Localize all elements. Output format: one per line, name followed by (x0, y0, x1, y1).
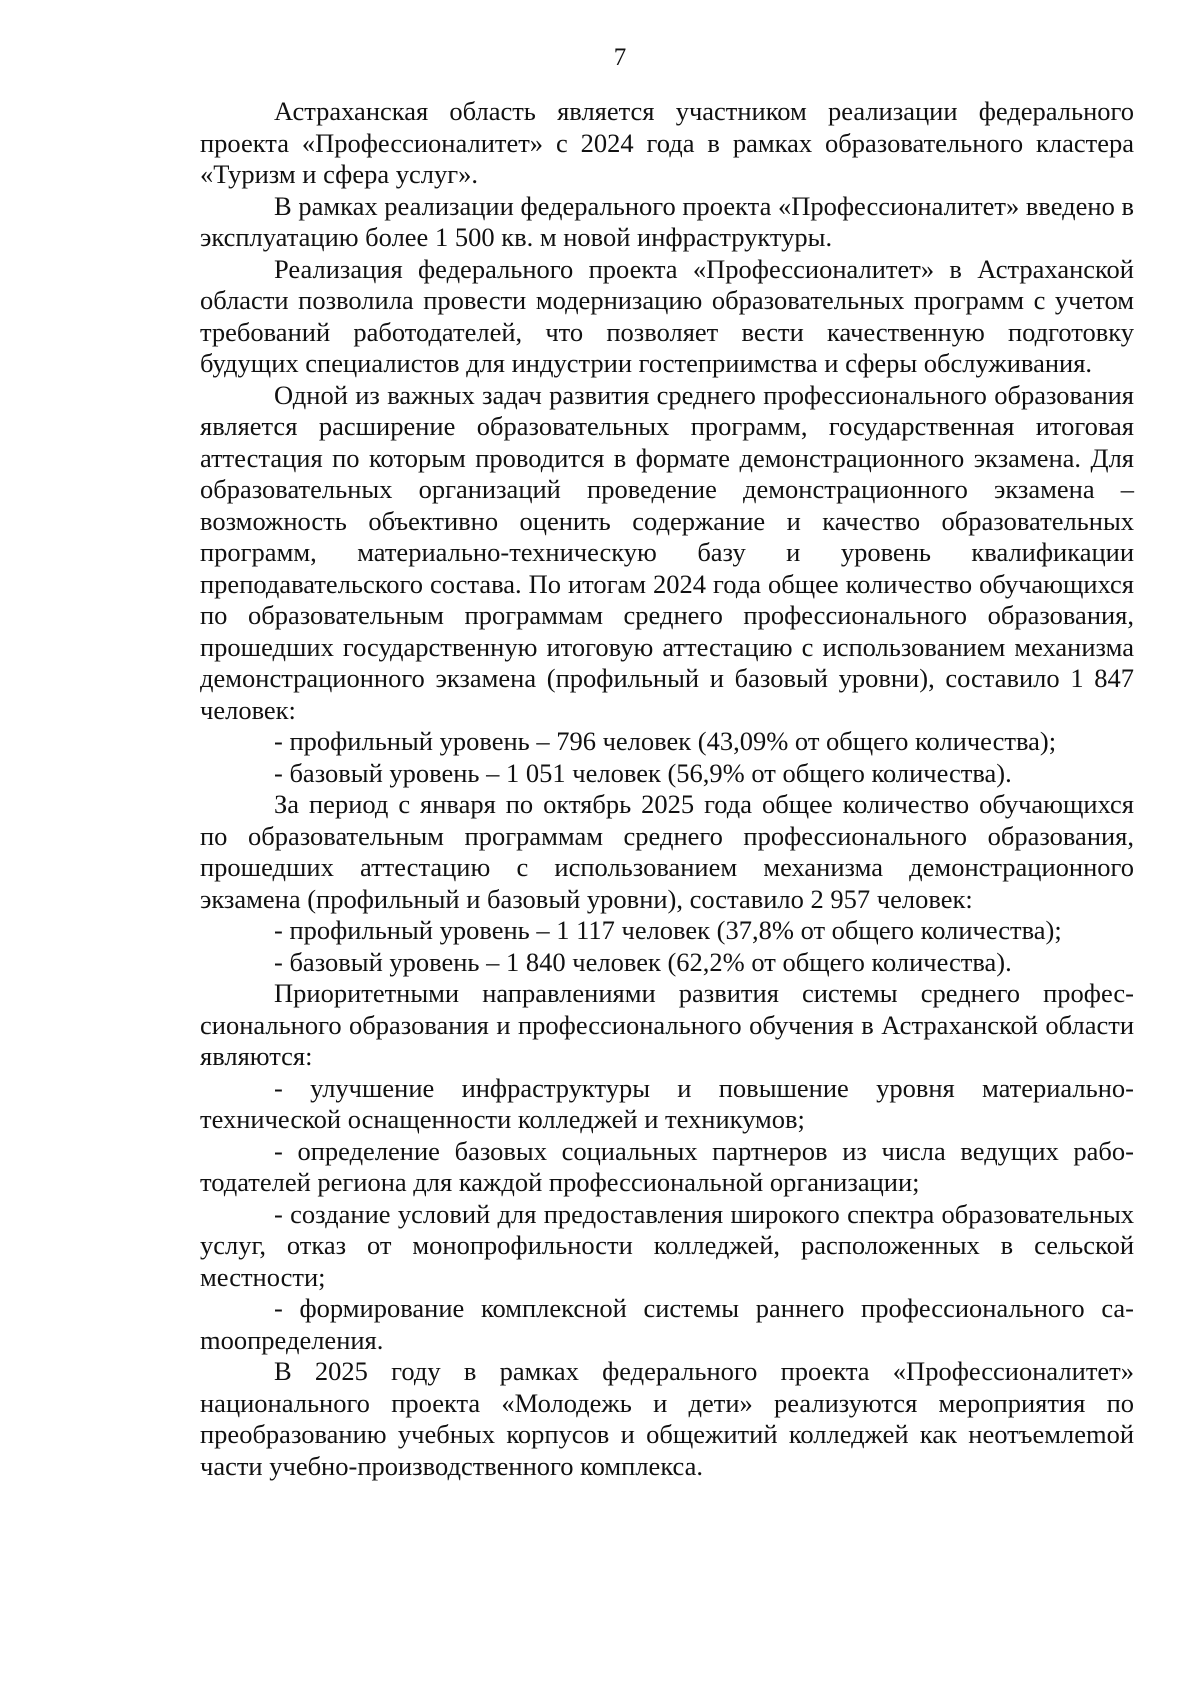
list-item-self-determination: - формирование комплексной системы раннего профессионального саmоопределения. (200, 1293, 1134, 1355)
page-number: 7 (613, 44, 627, 71)
list-item-2024-basic: - базовый уровень – 1 051 человек (56,9% от общего количества). (274, 757, 1012, 788)
list-item-2025-profile: - профильный уровень – 1 117 человек (37,8% от общего количества); (274, 915, 1062, 945)
list-item-2024-profile: - профильный уровень – 796 человек (43,09% от общего количества); (274, 726, 1057, 756)
paragraph-priorities: Приоритетными направлениями развития системы среднего профессионального образования и профессионального обучения в Астраханской области являются: (200, 978, 1134, 1071)
list-item-services: - создание условий для предоставления широкого спектра образовательных услуг, отказ от монопрофильности колледжей, расположенных в сельской местности; (200, 1198, 1134, 1292)
list-item-partners: - определение базовых социальных партнеров из числа ведущих работодателей региона для каждой профессиональной организации; (200, 1135, 1134, 1197)
page-body (200, 96, 1134, 1482)
paragraph-2025-period: За период с января по октябрь 2025 года общее количество обучающихся по образовательным программам среднего профессионального образования, прошедших аттестацию с использованием механизма демонстрационного экзамена (профильный и базовый уровни), составило 2 957 человек: (200, 789, 1134, 914)
paragraph-participation: Астраханская область является участником реализации федерального проекта «Профессионалитет» с 2024 года в рамках образовательного кластера «Туризм и сфера услуг». (200, 96, 1134, 189)
paragraph-modernization: Реализация федерального проекта «Профессионалитет» в Астраханской области позволила провести модернизацию образовательных программ с учетом требований работодателей, что позволяет вести качественную подготовку будущих специалистов для индустрии гостеприимства и сферы обслуживания. (200, 253, 1134, 378)
list-item-2025-basic: - базовый уровень – 1 840 человек (62,2% от общего количества). (274, 946, 1012, 977)
paragraph-infrastructure: В рамках реализации федерального проекта «Профессионалитет» введено в эксплуатацию более 1 500 кв. м новой инфраструктуры. (200, 190, 1134, 252)
paragraph-2025-project: В 2025 году в рамках федерального проекта «Профессионалитет» национального проекта «Молодежь и дети» реализуются мероприятия по преобразованию учебных корпусов и общежитий колледжей как неотъемлеmой части учебно-производственного комплекса. (200, 1356, 1134, 1481)
paragraph-demo-exam: Одной из важных задач развития среднего профессионального образования является расширение образовательных программ, государственная итоговая аттестация по которым проводится в формате демонстрационного экзамена. Для образовательных организаций проведение демонстрационного экзамена – возможность объективно оценить содержание и качество образовательных программ, материально-техническую базу и уровень квалификации преподавательского состава. По итогам 2024 года общее количество обучающихся по образовательным программам среднего профессионального образования, прошедших государственную итоговую аттестацию с использованием механизма демонстрационного экзамена (профильный и базовый уровни), составило 1 847 человек: (200, 379, 1134, 725)
list-item-infrastructure: - улучшение инфраструктуры и повышение уровня материально-технической оснащенности колледжей и техникумов; (200, 1072, 1134, 1134)
